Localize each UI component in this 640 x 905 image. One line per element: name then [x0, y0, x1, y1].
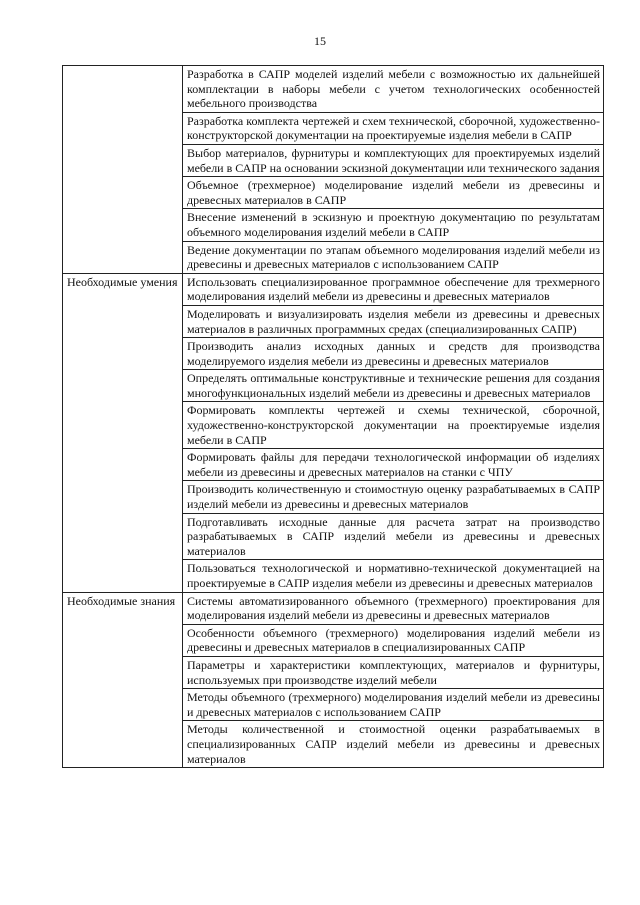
table-cell-required-skills-item: Формировать файлы для передачи технологической информации об изделиях мебели из древесины и древесных материалов на станки с ЧПУ [183, 449, 604, 481]
section-label-work-actions [63, 66, 183, 274]
requirements-table [62, 65, 604, 768]
table-cell-required-skills-item: Производить анализ исходных данных и средств для производства моделируемого изделия мебели из древесины и древесных материалов [183, 338, 604, 370]
table-cell-required-skills-item: Подготавливать исходные данные для расчета затрат на производство разрабатываемых в САПР изделий мебели из древесины и древесных материалов [183, 513, 604, 560]
requirements-table-body [63, 66, 604, 768]
page-number: 15 [314, 34, 326, 48]
table-cell-required-knowledge-item: Методы количественной и стоимостной оценки разрабатываемых в специализированных САПР изделий мебели из древесины и древесных материалов [183, 721, 604, 768]
table-cell-required-knowledge-item: Особенности объемного (трехмерного) моделирования изделий мебели из древесины и древесных материалов в специализированных САПР [183, 624, 604, 656]
table-cell-required-skills-item: Формировать комплекты чертежей и схемы технической, сборочной, художественно-конструкторской документации на проектируемые изделия мебели в САПР [183, 402, 604, 449]
section-label-required-skills: Необходимые умения [63, 273, 183, 592]
table-cell-required-skills-item: Использовать специализированное программное обеспечение для трехмерного моделирования изделий мебели из древесины и древесных материалов [183, 273, 604, 305]
table-row [63, 66, 604, 113]
table-cell-work-actions-item: Разработка комплекта чертежей и схем технической, сборочной, художественно-конструкторской документации на проектируемые изделия мебели в САПР [183, 112, 604, 144]
table-row [63, 273, 604, 305]
table-cell-required-skills-item: Моделировать и визуализировать изделия мебели из древесины и древесных материалов в различных программных средах (специализированных САПР) [183, 305, 604, 337]
table-cell-required-knowledge-item: Параметры и характеристики комплектующих, материалов и фурнитуры, используемых при производстве изделий мебели [183, 656, 604, 688]
table-cell-work-actions-item: Внесение изменений в эскизную и проектную документацию по результатам объемного моделирования изделий мебели в САПР [183, 209, 604, 241]
table-row [63, 592, 604, 624]
table-cell-work-actions-item: Выбор материалов, фурнитуры и комплектующих для проектируемых изделий мебели в САПР на основании эскизной документации или технического задания [183, 144, 604, 176]
section-label-required-knowledge: Необходимые знания [63, 592, 183, 768]
table-cell-required-skills-item: Определять оптимальные конструктивные и технические решения для создания многофункциональных изделий мебели из древесины и древесных материалов [183, 370, 604, 402]
table-cell-required-skills-item: Производить количественную и стоимостную оценку разрабатываемых в САПР изделий мебели из древесины и древесных материалов [183, 481, 604, 513]
table-cell-required-knowledge-item: Системы автоматизированного объемного (трехмерного) проектирования для моделирования изделий мебели из древесины и древесных материалов [183, 592, 604, 624]
table-cell-work-actions-item: Ведение документации по этапам объемного моделирования изделий мебели из древесины и древесных материалов с использованием САПР [183, 241, 604, 273]
table-cell-work-actions-item: Разработка в САПР моделей изделий мебели с возможностью их дальнейшей комплектации в наборы мебели с учетом технологических особенностей мебельного производства [183, 66, 604, 113]
table-cell-required-skills-item: Пользоваться технологической и нормативно-технической документацией на проектируемые в САПР изделия мебели из древесины и древесных материалов [183, 560, 604, 592]
table-cell-required-knowledge-item: Методы объемного (трехмерного) моделирования изделий мебели из древесины и древесных материалов с использованием САПР [183, 689, 604, 721]
table-cell-work-actions-item: Объемное (трехмерное) моделирование изделий мебели из древесины и древесных материалов в САПР [183, 177, 604, 209]
